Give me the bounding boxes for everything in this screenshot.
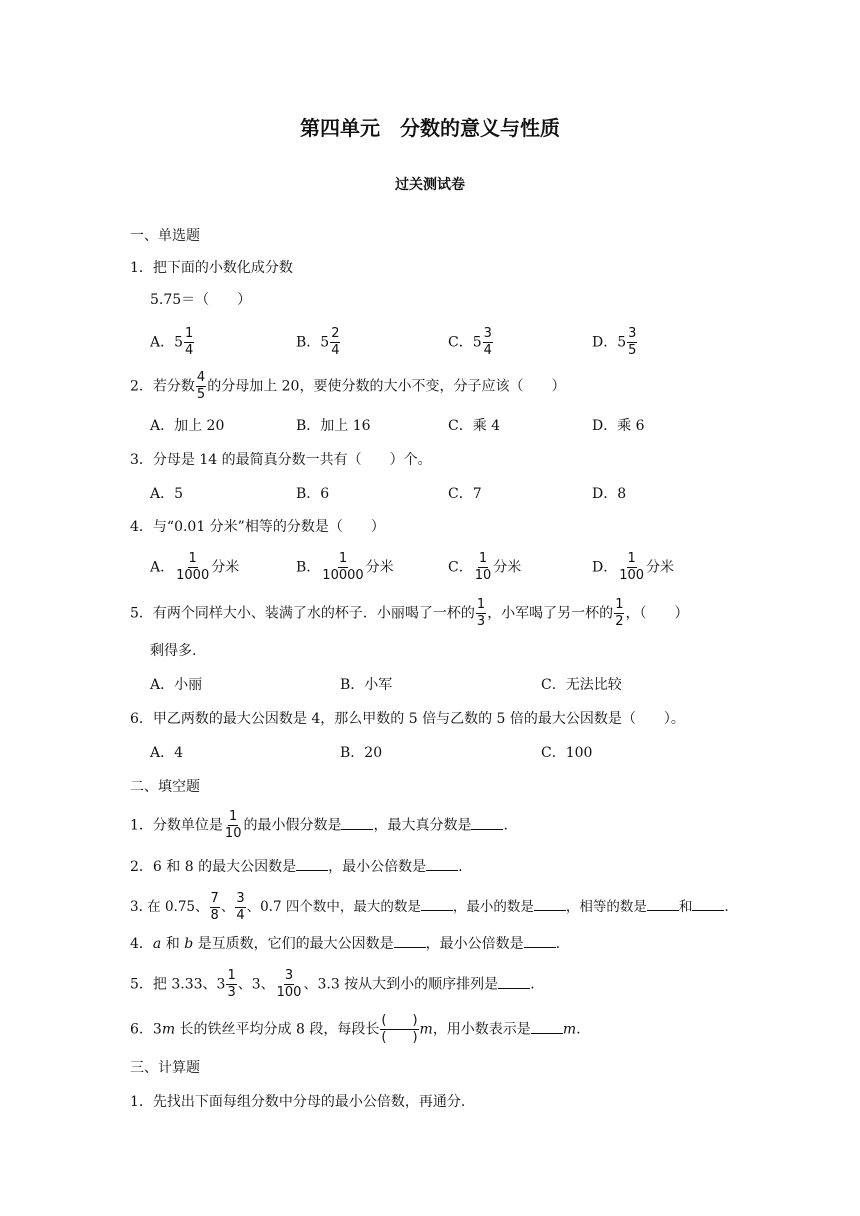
denominator: 4 (236, 908, 245, 923)
text: ，最小的数是 (452, 899, 534, 915)
fraction (474, 552, 493, 583)
text: 、0.7 四个数中，最大的数是 (246, 899, 421, 915)
fill-question-6 (130, 1014, 581, 1045)
answer-blank[interactable] (394, 933, 426, 948)
numerator: 7 (210, 891, 219, 906)
text: 4． (130, 936, 153, 952)
numerator: 3 (483, 326, 492, 341)
unit-m: m (161, 1021, 176, 1038)
fill-question-4 (130, 933, 560, 954)
text: 1．分数单位是 (130, 817, 223, 834)
page-subtitle: 过关测试卷 (395, 177, 465, 193)
question-4-option-b (296, 552, 394, 583)
fraction-answer-box[interactable] (380, 1014, 418, 1045)
text: 、3、 (237, 976, 275, 993)
text: 5．有两个同样大小、装满了水的杯子．小丽喝了一杯的 (130, 605, 475, 622)
answer-blank[interactable] (421, 896, 453, 911)
text: ，（ ） (625, 605, 689, 622)
text: ，最小公倍数是 (425, 936, 524, 952)
question-2-option-b: B．加上 16 (296, 418, 371, 434)
numerator: 1 (229, 809, 238, 824)
text: ，最小公倍数是 (328, 859, 427, 875)
fraction (175, 552, 210, 583)
question-4-option-c (448, 552, 521, 583)
option-label: D．5 (592, 334, 627, 351)
fraction (196, 371, 206, 402)
fraction (210, 892, 220, 923)
text: ，用小数表示是 (432, 1021, 531, 1038)
variable-a: a (152, 936, 162, 952)
question-2-stem (130, 371, 565, 402)
denominator: 5 (196, 387, 206, 402)
answer-blank[interactable] (341, 815, 373, 830)
answer-blank[interactable] (471, 815, 503, 830)
question-2-option-c: C．乘 4 (448, 418, 501, 434)
text: 的分母加上 20，要使分数的大小不变，分子应该（ ） (207, 378, 566, 395)
section-heading-single-choice: 一、单选题 (130, 228, 200, 244)
fraction (226, 969, 236, 1000)
fraction (330, 327, 340, 358)
numerator: 2 (331, 326, 340, 341)
question-1-option-c (448, 327, 494, 358)
option-label: A． (150, 559, 175, 576)
denominator: 5 (628, 343, 637, 358)
question-6-option-c: C．100 (541, 745, 593, 761)
fraction (276, 969, 303, 1000)
answer-blank[interactable] (647, 896, 679, 911)
unit-m: m (562, 1021, 577, 1038)
denominator: 4 (483, 343, 492, 358)
answer-blank[interactable] (426, 856, 458, 871)
section-heading-calculation: 三、计算题 (130, 1060, 200, 1076)
fraction (614, 598, 624, 629)
unit-text: 分米 (365, 559, 394, 576)
denominator: 10000 (322, 568, 364, 583)
answer-blank[interactable] (692, 896, 724, 911)
question-3-option-c: C．7 (448, 486, 482, 502)
numerator: 1 (227, 968, 236, 983)
question-1-option-d (592, 327, 638, 358)
denominator: 4 (185, 343, 194, 358)
fill-question-1 (130, 810, 508, 841)
fraction (476, 598, 486, 629)
question-1-stem: 1．把下面的小数化成分数 (130, 260, 293, 276)
option-label: D． (592, 559, 618, 576)
denominator-box[interactable]: ( ) (381, 1030, 418, 1045)
text: 和 (678, 899, 693, 915)
unit-text: 分米 (493, 559, 522, 576)
fill-question-5 (130, 969, 535, 1000)
numerator: 1 (478, 551, 488, 566)
option-label: C． (448, 559, 473, 576)
question-1-option-b (296, 327, 341, 358)
question-4-stem: 4．与“0.01 分米”相等的分数是（ ） (130, 519, 385, 535)
text: 、3.3 按从大到小的顺序排列是 (303, 976, 499, 993)
question-6-option-a: A．4 (150, 745, 184, 761)
answer-blank[interactable] (498, 974, 530, 989)
denominator: 1000 (176, 568, 210, 583)
numerator: 1 (188, 551, 197, 566)
question-6-option-b: B．20 (340, 745, 383, 761)
denominator: 10 (474, 568, 492, 583)
text: ，相等的数是 (565, 899, 647, 915)
fraction (321, 552, 364, 583)
option-label: C．5 (448, 334, 482, 351)
question-6-stem: 6．甲乙两数的最大公因数是 4，那么甲数的 5 倍与乙数的 5 倍的最大公因数是（ ）。 (130, 711, 685, 727)
text: . (458, 859, 463, 875)
text: 2．6 和 8 的最大公因数是 (130, 859, 297, 875)
question-5-option-a: A．小丽 (150, 677, 203, 693)
option-label: A．5 (150, 334, 184, 351)
calc-question-1-stem: 1．先找出下面每组分数中分母的最小公倍数，再通分. (130, 1094, 466, 1110)
text: 长的铁丝平均分成 8 段，每段长 (175, 1021, 380, 1038)
question-2-option-d: D．乘 6 (592, 418, 645, 434)
text: ，最大真分数是 (373, 817, 472, 834)
page-title: 第四单元 分数的意义与性质 (300, 116, 560, 140)
question-3-option-a: A．5 (150, 486, 184, 502)
text: ，小军喝了另一杯的 (487, 605, 614, 622)
denominator: 100 (619, 568, 645, 583)
answer-blank[interactable] (534, 896, 566, 911)
numerator: 1 (185, 326, 194, 341)
answer-blank[interactable] (296, 856, 328, 871)
fill-question-2 (130, 856, 463, 877)
denominator: 3 (476, 614, 486, 629)
numerator-box[interactable]: ( ) (381, 1013, 418, 1028)
question-3-option-d: D．8 (592, 486, 627, 502)
unit-text: 分米 (646, 559, 675, 576)
fill-question-3 (130, 892, 729, 923)
fraction (184, 327, 194, 358)
question-1-option-a (150, 327, 195, 358)
denominator: 3 (227, 985, 236, 1000)
question-4-option-a (150, 552, 239, 583)
text: . (530, 976, 535, 993)
numerator: 1 (338, 551, 348, 566)
unit-m: m (419, 1021, 433, 1038)
question-5-stem (130, 598, 688, 629)
denominator: 10 (224, 826, 242, 841)
text: 是互质数，它们的最大公因数是 (193, 936, 394, 952)
text: 和 (161, 936, 185, 952)
fraction (627, 327, 637, 358)
question-5-option-c: C．无法比较 (541, 677, 622, 693)
question-5-option-b: B．小军 (340, 677, 393, 693)
answer-blank[interactable] (524, 933, 556, 948)
denominator: 4 (331, 343, 340, 358)
fraction (235, 892, 245, 923)
fraction (224, 810, 243, 841)
text: . (555, 936, 561, 952)
numerator: 3 (236, 891, 245, 906)
text: 2．若分数 (130, 378, 195, 395)
unit-text: 分米 (211, 559, 240, 576)
question-2-option-a: A．加上 20 (150, 418, 225, 434)
question-1-expression: 5.75＝（ ） (150, 292, 252, 308)
numerator: 3 (284, 968, 294, 983)
text: . (724, 899, 729, 915)
denominator: 8 (210, 908, 219, 923)
text: 6．3 (130, 1021, 162, 1038)
text: 5．把 3.33、3 (130, 976, 226, 993)
numerator: 4 (196, 370, 206, 385)
numerator: 3 (628, 326, 637, 341)
denominator: 2 (615, 614, 624, 629)
fraction (483, 327, 493, 358)
fraction (618, 552, 645, 583)
text: . (576, 1021, 581, 1038)
question-4-option-d (592, 552, 674, 583)
text: 3. 在 0.75、 (130, 899, 209, 915)
text: 的最小假分数是 (243, 817, 342, 834)
text: 、 (220, 899, 235, 915)
section-heading-fill-in: 二、填空题 (130, 779, 200, 795)
text: . (503, 817, 508, 834)
numerator: 1 (615, 597, 624, 612)
question-3-stem: 3．分母是 14 的最简真分数一共有（ ）个。 (130, 452, 432, 468)
numerator: 1 (627, 551, 636, 566)
question-3-option-b: B．6 (296, 486, 330, 502)
numerator: 1 (476, 597, 486, 612)
answer-blank[interactable] (531, 1019, 563, 1034)
denominator: 100 (276, 985, 302, 1000)
question-5-line-2: 剩得多. (150, 643, 197, 659)
variable-b: b (184, 936, 194, 952)
option-label: B． (296, 559, 321, 576)
option-label: B．5 (296, 334, 330, 351)
